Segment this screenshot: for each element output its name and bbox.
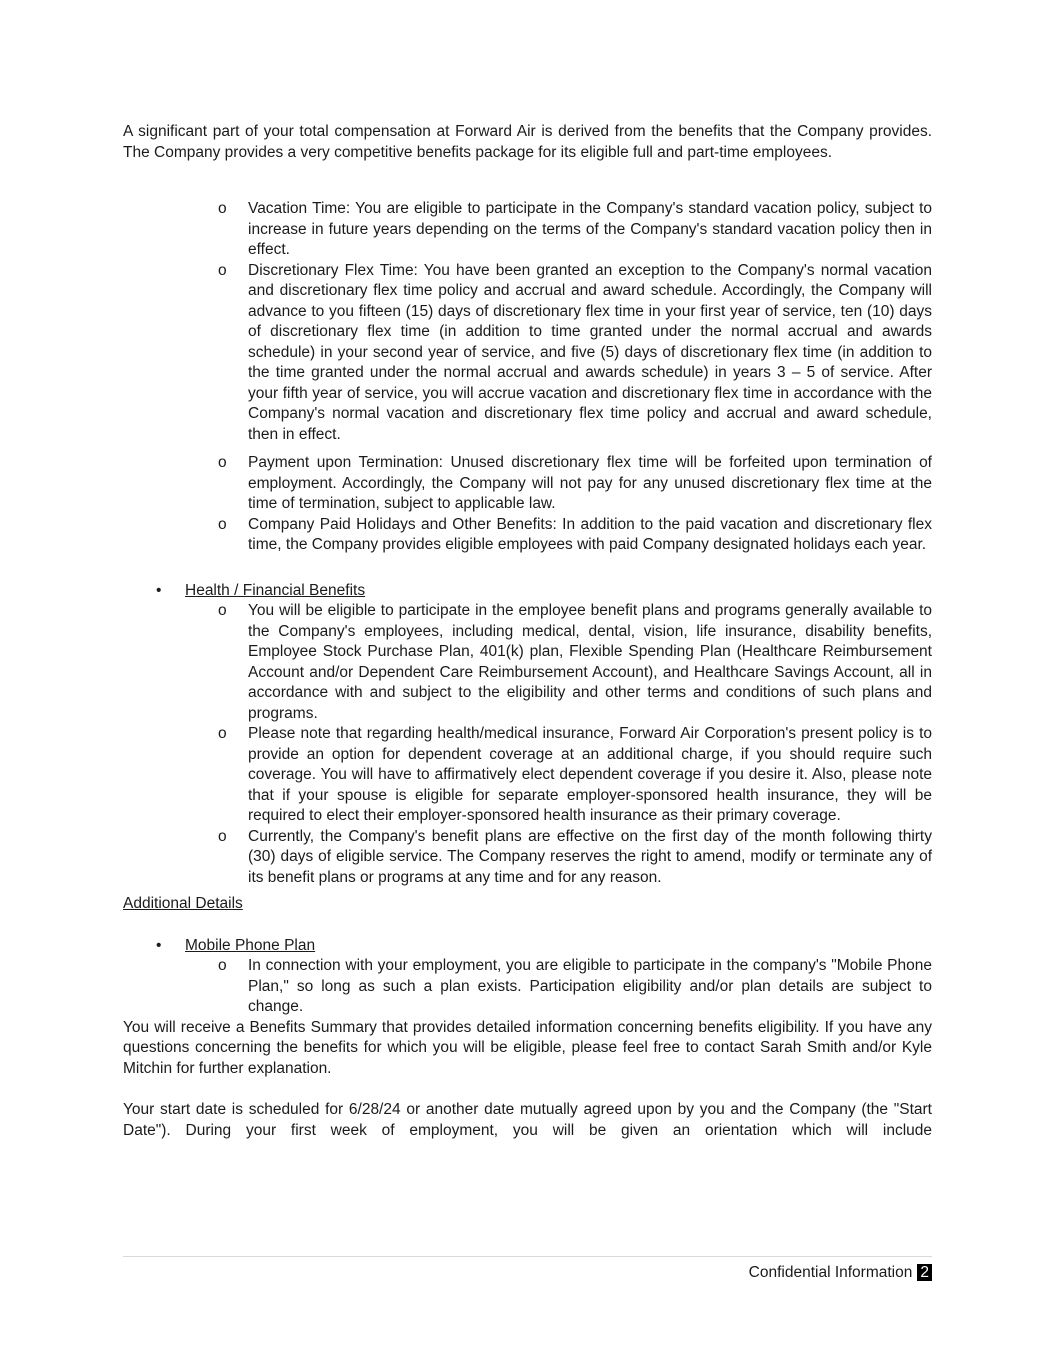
bullet-text: Vacation Time: You are eligible to participate in the Company's standard vacation policy, subject to increase in future years depending on the terms of the Company's standard vacation policy then in effect. xyxy=(248,200,932,258)
blank-line xyxy=(123,163,932,199)
bullet-dependent-coverage xyxy=(123,724,932,827)
bullet-marker: o xyxy=(218,200,227,217)
bullet-text: Company Paid Holidays and Other Benefits: In addition to the paid vacation and discretionary flex time, the Company provides eligible employees with paid Company designated holidays each year. xyxy=(248,515,932,553)
bullet-discretionary-flex-time xyxy=(123,261,932,446)
confidential-label: Confidential Information xyxy=(748,1264,913,1281)
bullet-vacation-time xyxy=(123,199,932,261)
bullet-text: Payment upon Termination: Unused discretionary flex time will be forfeited upon termination of employment. Accordingly, the Company will not pay for any unused discretionary flex time at the time of termination, subject to applicable law. xyxy=(248,454,932,512)
bullet-text: Currently, the Company's benefit plans are effective on the first day of the month following thirty (30) days of eligible service. The Company reserves the right to amend, modify or terminate any of its benefit plans or programs at any time and for any reason. xyxy=(248,827,932,886)
bullet-text: In connection with your employment, you are eligible to participate in the company's "Mobile Phone Plan," so long as such a plan exists. Participation eligibility and/or plan details are subject to change. xyxy=(248,957,932,1015)
bullet-marker: o xyxy=(218,261,227,279)
page-number-field: 2 xyxy=(917,1264,932,1281)
bullet-marker: o xyxy=(218,827,227,845)
bullet-marker: o xyxy=(218,957,227,974)
heading-health-financial-benefits xyxy=(123,581,932,602)
blank-line xyxy=(123,915,932,936)
bullet-text: Please note that regarding health/medical insurance, Forward Air Corporation's present policy is to provide an option for dependent coverage at an additional charge, if you should require such coverage. You will have to affirmatively elect dependent coverage if you desire it. Also, please note that if your spouse is eligible for separate employer-sponsored health insurance, they will be required to elect their employer-sponsored health insurance as their primary coverage. xyxy=(248,725,932,824)
page-footer xyxy=(123,1256,932,1284)
bullet-text: Discretionary Flex Time: You have been granted an exception to the Company's normal vacation and discretionary flex time policy and accrual and award schedule. Accordingly, the Company will advance to you fifteen (15) days of discretionary flex time in your first year of service, ten (10) days of discretionary flex time (in addition to time granted under the normal accrual and awards schedule) in your second year of service, and five (5) days of discretionary flex time (in addition to the time granted under the normal accrual and awards schedule) in years 3 – 5 of service. After your fifth year of service, you will accrue vacation and discretionary flex time in accordance with the Company's normal vacation and discretionary flex time policy and accrual and award schedule, then in effect. xyxy=(248,261,932,443)
heading-additional-details: Additional Details xyxy=(123,895,243,912)
section-heading: Health / Financial Benefits xyxy=(185,581,366,599)
benefits-summary-paragraph: You will receive a Benefits Summary that provides detailed information concerning benefits eligibility. If you have any questions concerning the benefits for which you will be eligible, please feel free to contact Sarah Smith and/or Kyle Mitchin for further explanation. xyxy=(123,1018,932,1077)
bullet-marker: o xyxy=(218,725,227,742)
bullet-marker: • xyxy=(156,936,162,954)
bullet-benefit-plans-eligibility xyxy=(123,601,932,724)
blank-line xyxy=(123,556,932,581)
document-body xyxy=(123,122,932,1141)
section-heading: Mobile Phone Plan xyxy=(185,936,316,954)
intro-paragraph: A significant part of your total compensation at Forward Air is derived from the benefits that the Company provides. The Company provides a very competitive benefits package for its eligible full and part-time employees. xyxy=(123,123,932,161)
heading-additional-details-wrap xyxy=(123,894,932,915)
bullet-marker: o xyxy=(218,515,227,533)
bullet-mobile-phone-plan xyxy=(123,956,932,1018)
bullet-marker: • xyxy=(156,581,162,599)
bullet-plans-effective-date xyxy=(123,827,932,889)
blank-line xyxy=(123,1079,932,1100)
bullet-text: You will be eligible to participate in the employee benefit plans and programs generally available to the Company's employees, including medical, dental, vision, life insurance, disability benefits, Employee Stock Purchase Plan, 401(k) plan, Flexible Spending Plan (Healthcare Reimbursement Account and/or Dependent Care Reimbursement Account), and Healthcare Savings Account, all in accordance with and subject to the eligibility and other terms and conditions of such plans and programs. xyxy=(248,602,932,722)
heading-mobile-phone-plan xyxy=(123,936,932,957)
bullet-payment-upon-termination xyxy=(123,453,932,515)
start-date-paragraph: Your start date is scheduled for 6/28/24 or another date mutually agreed upon by you and the Company (the "Start Date"). During your first week of employment, you will be given an orientation which will include xyxy=(123,1101,932,1139)
bullet-marker: o xyxy=(218,454,227,471)
bullet-marker: o xyxy=(218,602,227,619)
bullet-company-paid-holidays xyxy=(123,515,932,556)
